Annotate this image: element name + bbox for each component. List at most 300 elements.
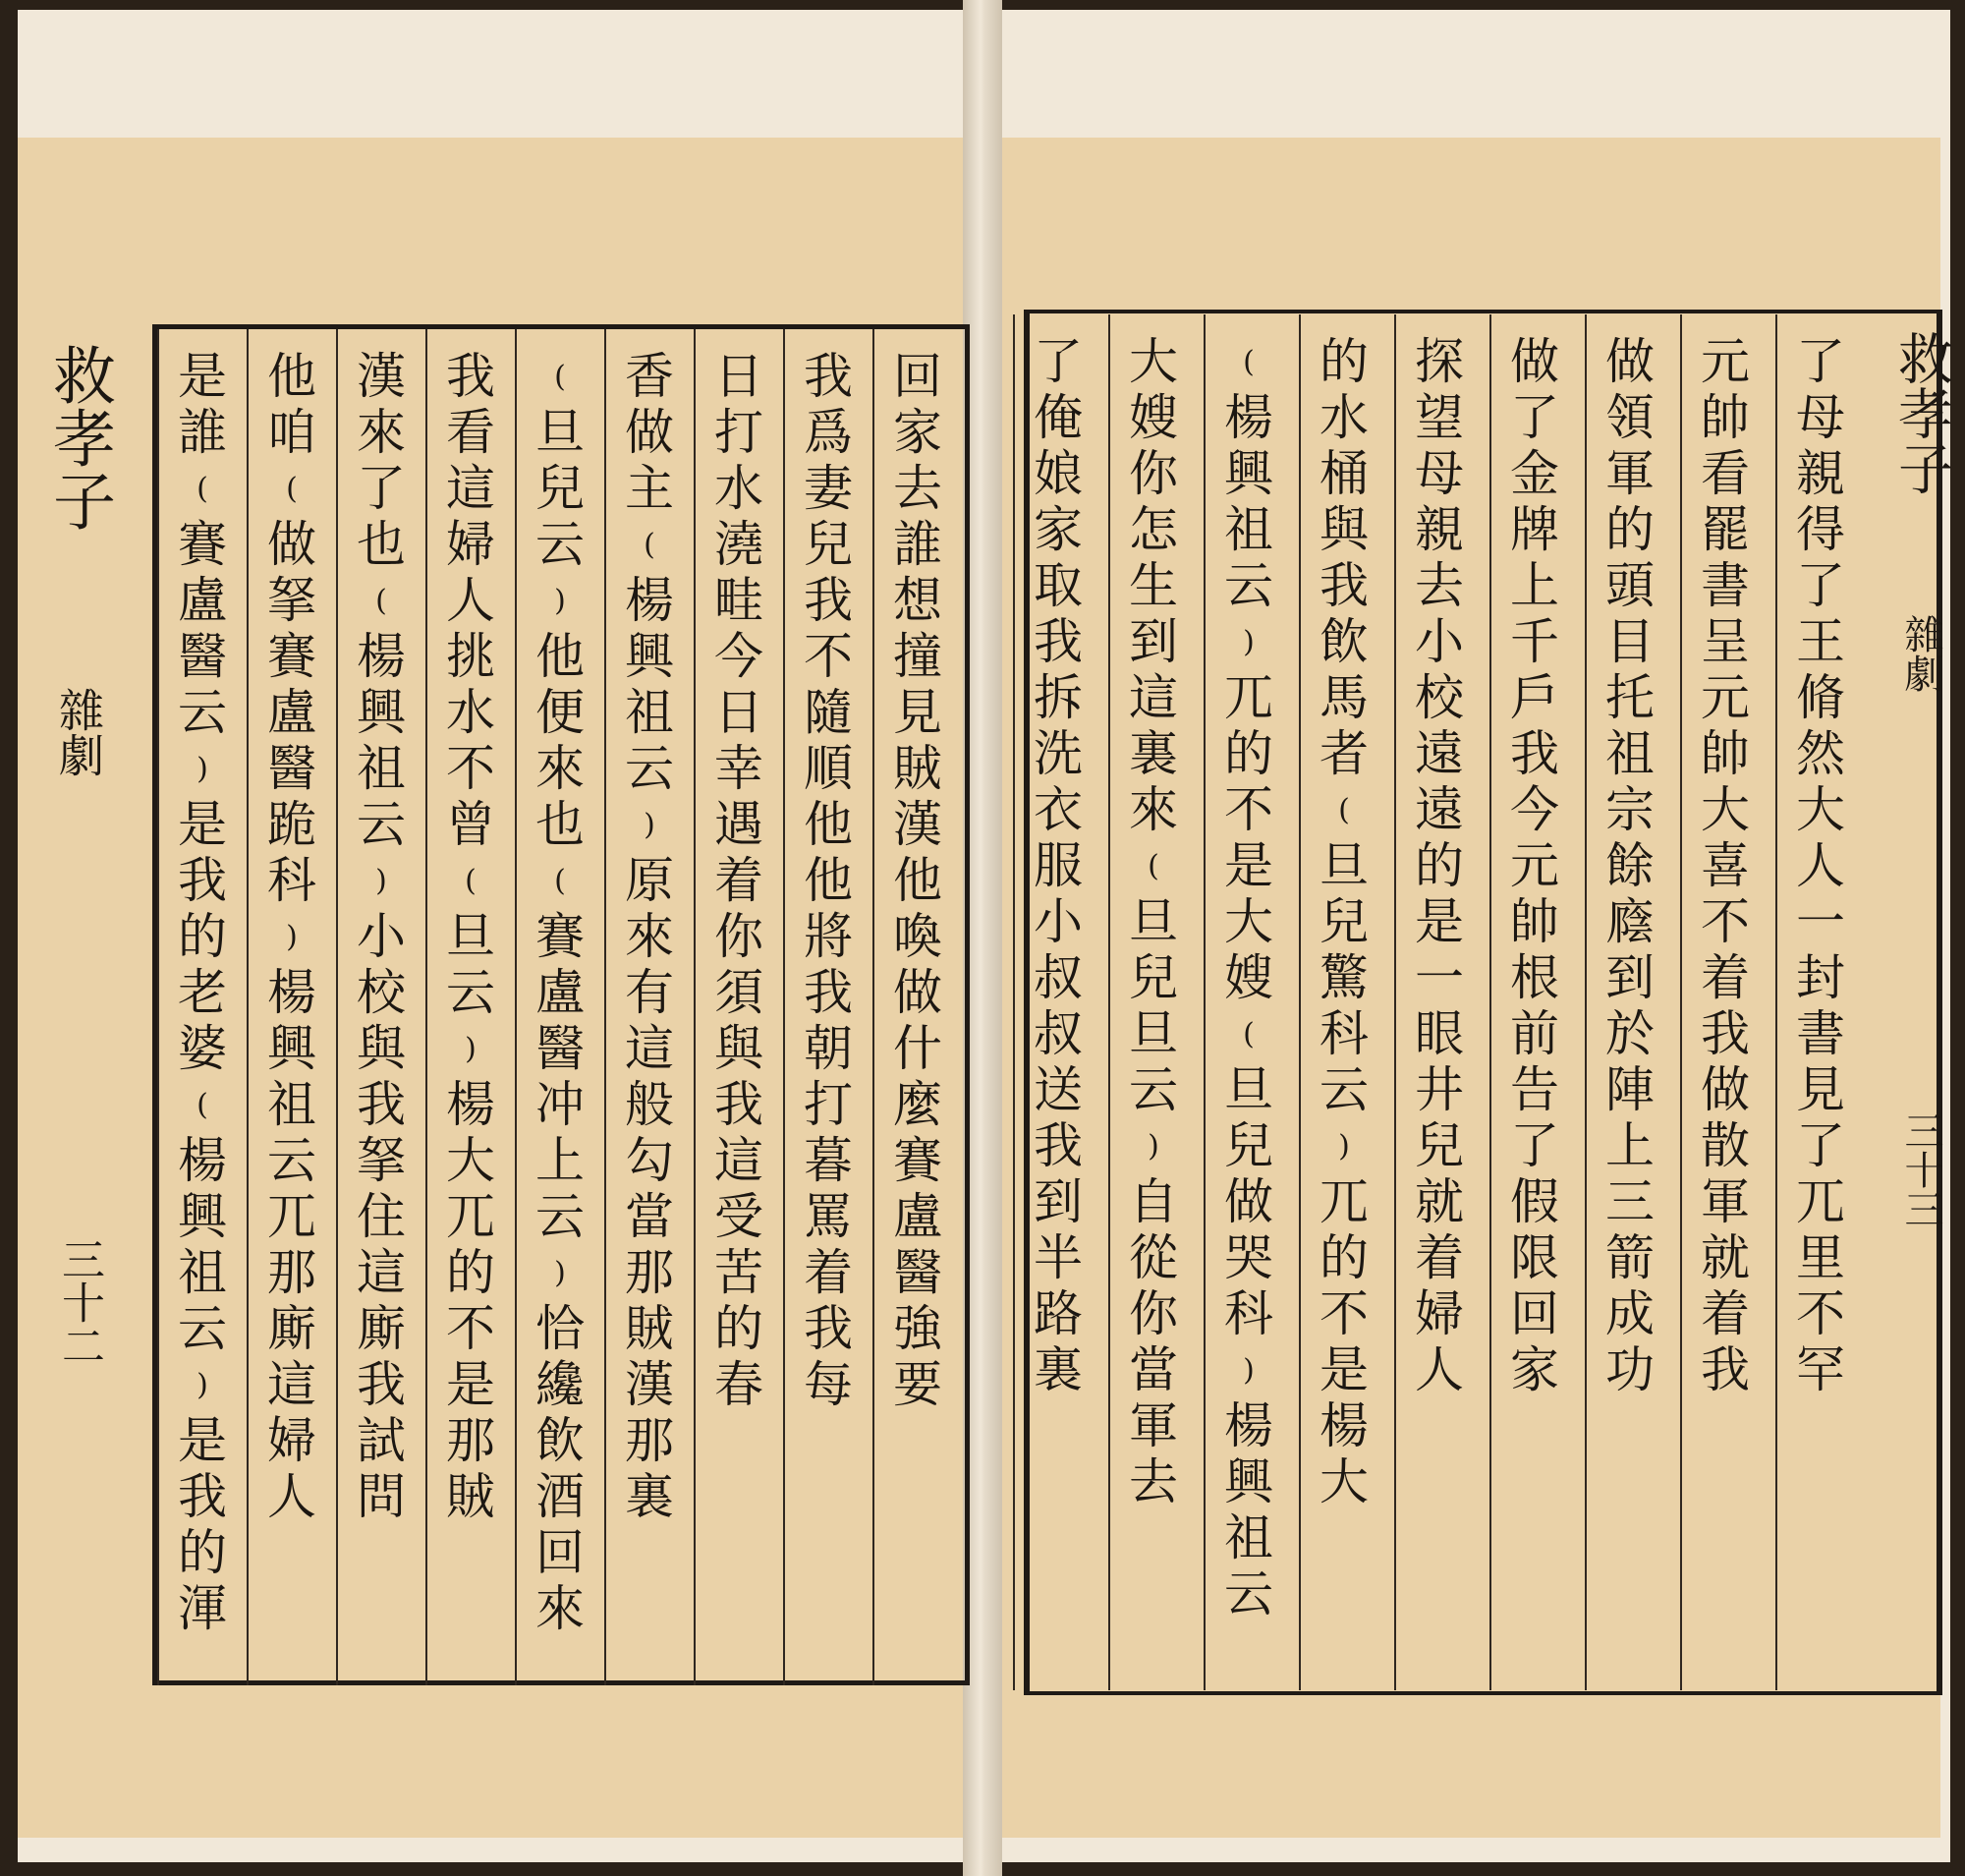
text-glyph: 喜 xyxy=(1701,837,1750,894)
text-glyph: 朝 xyxy=(804,1020,853,1077)
text-glyph: 醫 xyxy=(535,1020,585,1077)
text-glyph: 到 xyxy=(1034,1173,1083,1230)
text-glyph: 望 xyxy=(1415,389,1464,446)
text-glyph: 親 xyxy=(1796,445,1845,502)
text-glyph: 大 xyxy=(1319,1453,1369,1510)
text-glyph: 我 xyxy=(804,1300,853,1357)
text-glyph: ) xyxy=(286,920,298,954)
text-glyph: 打 xyxy=(804,1076,853,1133)
text-glyph: 那 xyxy=(267,1244,316,1301)
text-glyph: 試 xyxy=(357,1412,406,1469)
text-glyph: 兒 xyxy=(1224,1117,1273,1174)
text-glyph: 做 xyxy=(893,964,942,1021)
text-glyph: 澆 xyxy=(714,516,763,573)
text-glyph: 日 xyxy=(714,684,763,741)
text-glyph: 興 xyxy=(1224,1453,1273,1510)
text-glyph: 封 xyxy=(1796,949,1845,1006)
text-glyph: 了 xyxy=(1034,333,1083,390)
text-glyph: 成 xyxy=(1605,1285,1655,1342)
text-glyph: ( xyxy=(196,472,208,506)
text-glyph: 楊 xyxy=(625,572,674,629)
text-glyph: 元 xyxy=(1701,333,1750,390)
text-glyph: 的 xyxy=(1319,333,1369,390)
text-glyph: 須 xyxy=(714,964,763,1021)
text-glyph: 得 xyxy=(1796,501,1845,558)
text-glyph: 從 xyxy=(1129,1229,1178,1286)
text-glyph: 軍 xyxy=(1129,1397,1178,1454)
text-glyph: 餘 xyxy=(1605,837,1655,894)
text-glyph: 見 xyxy=(893,684,942,741)
margin-section: 雜劇 xyxy=(1898,614,1943,693)
text-glyph: 功 xyxy=(1605,1341,1655,1398)
text-glyph: 就 xyxy=(1415,1173,1464,1230)
text-glyph: 祖 xyxy=(1224,1509,1273,1566)
text-glyph: 不 xyxy=(1701,893,1750,950)
text-glyph: 你 xyxy=(1129,1285,1178,1342)
text-glyph: 旦 xyxy=(1129,893,1178,950)
text-column xyxy=(1019,334,1097,1398)
text-glyph: 見 xyxy=(1796,1061,1845,1118)
text-glyph: 廝 xyxy=(357,1300,406,1357)
text-glyph: 暮 xyxy=(804,1132,853,1189)
text-glyph: 罕 xyxy=(1796,1341,1845,1398)
text-glyph: 大 xyxy=(446,1132,495,1189)
text-glyph: 金 xyxy=(1510,445,1559,502)
text-glyph: 校 xyxy=(357,964,406,1021)
text-glyph: 母 xyxy=(1796,389,1845,446)
text-glyph: 牌 xyxy=(1510,501,1559,558)
text-glyph: 祖 xyxy=(1224,501,1273,558)
text-glyph: 去 xyxy=(893,460,942,517)
text-glyph: 了 xyxy=(357,460,406,517)
text-glyph: 祖 xyxy=(178,1244,227,1301)
text-glyph: ) xyxy=(1148,1129,1159,1164)
text-glyph: 我 xyxy=(357,1356,406,1413)
text-glyph: 上 xyxy=(1510,557,1559,614)
text-glyph: 云 xyxy=(446,964,495,1021)
text-glyph: 王 xyxy=(1796,613,1845,670)
margin-page-number: 三十二 xyxy=(54,1237,104,1367)
text-glyph: 什 xyxy=(893,1020,942,1077)
text-column xyxy=(431,349,510,1525)
text-glyph: 他 xyxy=(267,348,316,405)
text-glyph: 去 xyxy=(1415,557,1464,614)
text-glyph: 散 xyxy=(1701,1117,1750,1174)
text-glyph: 云 xyxy=(267,1132,316,1189)
text-glyph: 那 xyxy=(625,1412,674,1469)
column-rule xyxy=(425,329,427,1685)
text-glyph: 婦 xyxy=(446,516,495,573)
text-glyph: 科 xyxy=(1224,1285,1273,1342)
text-glyph: 兒 xyxy=(535,460,585,517)
text-glyph: 來 xyxy=(357,404,406,461)
text-glyph: 老 xyxy=(178,964,227,1021)
margin-title: 救孝子 xyxy=(42,343,115,532)
text-glyph: 者 xyxy=(1319,725,1369,782)
text-glyph: 拏 xyxy=(267,572,316,629)
column-rule xyxy=(1299,314,1301,1690)
text-glyph: 興 xyxy=(267,1020,316,1077)
text-glyph: 俺 xyxy=(1034,389,1083,446)
text-glyph: 住 xyxy=(357,1188,406,1245)
text-glyph: 不 xyxy=(1319,1285,1369,1342)
text-glyph: 誰 xyxy=(893,516,942,573)
text-glyph: 這 xyxy=(714,1132,763,1189)
text-glyph: 是 xyxy=(446,1356,495,1413)
text-glyph: 云 xyxy=(1224,1565,1273,1622)
text-glyph: 不 xyxy=(1796,1285,1845,1342)
text-glyph: 宗 xyxy=(1605,781,1655,838)
text-glyph: 大 xyxy=(1129,333,1178,390)
text-glyph: 限 xyxy=(1510,1229,1559,1286)
text-glyph: 做 xyxy=(1605,333,1655,390)
text-glyph: 的 xyxy=(178,908,227,965)
text-glyph: 到 xyxy=(1605,949,1655,1006)
text-glyph: 小 xyxy=(357,908,406,965)
text-glyph: 兀 xyxy=(446,1188,495,1245)
text-glyph: 隨 xyxy=(804,684,853,741)
text-glyph: 人 xyxy=(446,572,495,629)
column-rule xyxy=(783,329,785,1685)
text-glyph: 他 xyxy=(535,628,585,685)
text-glyph: 帥 xyxy=(1701,725,1750,782)
text-glyph: 賽 xyxy=(535,908,585,965)
column-rule xyxy=(157,329,159,1685)
text-glyph: 楊 xyxy=(357,628,406,685)
text-glyph: 云 xyxy=(535,1188,585,1245)
text-glyph: 校 xyxy=(1415,669,1464,726)
text-glyph: ( xyxy=(375,584,387,618)
text-glyph: 廝 xyxy=(267,1300,316,1357)
text-glyph: 苦 xyxy=(714,1244,763,1301)
text-glyph: 着 xyxy=(1415,1229,1464,1286)
text-glyph: 我 xyxy=(357,1076,406,1133)
text-column xyxy=(1495,334,1574,1398)
text-glyph: 娘 xyxy=(1034,445,1083,502)
text-glyph: 與 xyxy=(1319,501,1369,558)
text-glyph: ) xyxy=(196,1368,208,1402)
text-glyph: 醫 xyxy=(893,1244,942,1301)
text-glyph: ( xyxy=(644,528,655,562)
text-glyph: 千 xyxy=(1510,613,1559,670)
text-glyph: 哭 xyxy=(1224,1229,1273,1286)
text-glyph: 親 xyxy=(1415,501,1464,558)
column-rule xyxy=(247,329,249,1685)
text-glyph: 酒 xyxy=(535,1468,585,1525)
text-glyph: 元 xyxy=(1701,669,1750,726)
text-glyph: 楊 xyxy=(446,1076,495,1133)
text-glyph: 你 xyxy=(1129,445,1178,502)
text-glyph: 呈 xyxy=(1701,613,1750,670)
text-glyph: 不 xyxy=(446,1300,495,1357)
text-column xyxy=(610,349,689,1525)
text-glyph: 做 xyxy=(1224,1173,1273,1230)
text-glyph: 於 xyxy=(1605,1005,1655,1062)
text-glyph: 受 xyxy=(714,1188,763,1245)
text-glyph: 漢 xyxy=(625,1356,674,1413)
column-rule xyxy=(694,329,696,1685)
column-rule xyxy=(604,329,606,1685)
text-glyph: 帥 xyxy=(1701,389,1750,446)
text-glyph: 兀 xyxy=(267,1188,316,1245)
text-glyph: 想 xyxy=(893,572,942,629)
text-glyph: 做 xyxy=(1701,1061,1750,1118)
text-glyph: ) xyxy=(1243,625,1255,659)
text-glyph: ) xyxy=(1243,1353,1255,1388)
text-glyph: 的 xyxy=(1605,501,1655,558)
text-glyph: 着 xyxy=(714,852,763,909)
text-glyph: 興 xyxy=(178,1188,227,1245)
text-glyph: 書 xyxy=(1701,557,1750,614)
text-glyph: 家 xyxy=(1510,1341,1559,1398)
text-glyph: 人 xyxy=(1796,837,1845,894)
text-glyph: 大 xyxy=(1796,781,1845,838)
text-glyph: 探 xyxy=(1415,333,1464,390)
text-glyph: 云 xyxy=(178,684,227,741)
text-glyph: 曾 xyxy=(446,796,495,853)
column-rule xyxy=(1585,314,1587,1690)
text-glyph: 衣 xyxy=(1034,781,1083,838)
text-glyph: 來 xyxy=(535,1580,585,1637)
text-glyph: 今 xyxy=(1510,781,1559,838)
text-glyph: 一 xyxy=(1415,949,1464,1006)
text-glyph: 了 xyxy=(1510,389,1559,446)
text-glyph: 是 xyxy=(1224,837,1273,894)
text-column xyxy=(878,349,957,1413)
text-glyph: 恰 xyxy=(535,1300,585,1357)
text-glyph: 也 xyxy=(357,516,406,573)
text-glyph: 我 xyxy=(804,348,853,405)
text-glyph: 科 xyxy=(1319,1005,1369,1062)
text-glyph: 我 xyxy=(804,572,853,629)
text-glyph: 托 xyxy=(1605,669,1655,726)
text-glyph: 旦 xyxy=(1319,837,1369,894)
column-rule xyxy=(1394,314,1396,1690)
text-glyph: 云 xyxy=(1319,1061,1369,1118)
text-glyph: 盧 xyxy=(535,964,585,1021)
text-glyph: 云 xyxy=(1224,557,1273,614)
text-glyph: 的 xyxy=(446,1244,495,1301)
text-glyph: 興 xyxy=(357,684,406,741)
text-column xyxy=(253,349,331,1525)
text-glyph: 賊 xyxy=(893,740,942,797)
column-rule xyxy=(336,329,338,1685)
text-glyph: 日 xyxy=(714,348,763,405)
text-glyph: 主 xyxy=(625,460,674,517)
text-glyph: 今 xyxy=(714,628,763,685)
text-glyph: 罵 xyxy=(804,1188,853,1245)
text-glyph: 帥 xyxy=(1510,893,1559,950)
text-glyph: 勾 xyxy=(625,1132,674,1189)
text-glyph: 目 xyxy=(1605,613,1655,670)
text-glyph: 楊 xyxy=(267,964,316,1021)
text-glyph: 我 xyxy=(714,1076,763,1133)
text-glyph: 他 xyxy=(893,852,942,909)
text-glyph: 順 xyxy=(804,740,853,797)
text-glyph: 來 xyxy=(625,908,674,965)
text-glyph: 前 xyxy=(1510,1005,1559,1062)
text-glyph: 祖 xyxy=(1605,725,1655,782)
text-column xyxy=(1305,334,1383,1510)
text-glyph: 了 xyxy=(1510,1117,1559,1174)
text-glyph: 洗 xyxy=(1034,725,1083,782)
text-glyph: 當 xyxy=(1129,1341,1178,1398)
text-glyph: 是 xyxy=(1319,1341,1369,1398)
text-column xyxy=(342,349,421,1525)
text-glyph: 叔 xyxy=(1034,1005,1083,1062)
text-glyph: 兒 xyxy=(804,516,853,573)
text-glyph: 盧 xyxy=(893,1188,942,1245)
text-glyph: 要 xyxy=(893,1356,942,1413)
text-glyph: 賊 xyxy=(446,1468,495,1525)
text-glyph: ( xyxy=(554,864,566,898)
text-glyph: 兒 xyxy=(1319,893,1369,950)
column-rule xyxy=(1013,314,1015,1690)
text-column xyxy=(1400,334,1479,1398)
text-glyph: 書 xyxy=(1796,1005,1845,1062)
text-glyph: 也 xyxy=(535,796,585,853)
text-glyph: 母 xyxy=(1415,445,1464,502)
column-rule xyxy=(872,329,874,1685)
text-glyph: 這 xyxy=(357,1244,406,1301)
text-glyph: 根 xyxy=(1510,949,1559,1006)
text-glyph: 上 xyxy=(535,1132,585,1189)
text-glyph: 人 xyxy=(267,1468,316,1525)
text-glyph: 戶 xyxy=(1510,669,1559,726)
text-glyph: 軍 xyxy=(1701,1173,1750,1230)
right-margin-block xyxy=(1881,314,1960,1238)
text-glyph: 每 xyxy=(804,1356,853,1413)
text-glyph: ( xyxy=(554,360,566,394)
text-glyph: 裏 xyxy=(1129,725,1178,782)
text-glyph: 與 xyxy=(357,1020,406,1077)
text-glyph: ( xyxy=(1338,793,1350,827)
text-glyph: 馬 xyxy=(1319,669,1369,726)
text-glyph: 罷 xyxy=(1701,501,1750,558)
text-glyph: 遇 xyxy=(714,796,763,853)
text-glyph: 問 xyxy=(357,1468,406,1525)
text-glyph: 不 xyxy=(1224,781,1273,838)
text-glyph: 旦 xyxy=(446,908,495,965)
text-glyph: 做 xyxy=(1510,333,1559,390)
text-glyph: 不 xyxy=(446,740,495,797)
text-glyph: 我 xyxy=(804,964,853,1021)
text-glyph: 兀 xyxy=(1319,1173,1369,1230)
text-glyph: 漢 xyxy=(357,348,406,405)
text-glyph: 了 xyxy=(1796,1117,1845,1174)
text-glyph: 裏 xyxy=(1034,1341,1083,1398)
text-glyph: 妻 xyxy=(804,460,853,517)
text-glyph: 咱 xyxy=(267,404,316,461)
text-glyph: 領 xyxy=(1605,389,1655,446)
text-glyph: 撞 xyxy=(893,628,942,685)
text-glyph: 與 xyxy=(714,1020,763,1077)
text-column xyxy=(521,349,599,1637)
text-glyph: 爲 xyxy=(804,404,853,461)
column-rule xyxy=(515,329,517,1685)
text-glyph: 的 xyxy=(1319,1229,1369,1286)
text-glyph: 旦 xyxy=(535,404,585,461)
text-glyph: 便 xyxy=(535,684,585,741)
text-glyph: 纔 xyxy=(535,1356,585,1413)
text-glyph: 是 xyxy=(178,1412,227,1469)
text-glyph: 婦 xyxy=(1415,1285,1464,1342)
text-glyph: 春 xyxy=(714,1356,763,1413)
margin-title: 救孝子 xyxy=(1889,330,1953,495)
text-column xyxy=(700,349,778,1413)
text-glyph: 來 xyxy=(1129,781,1178,838)
text-glyph: 這 xyxy=(1129,669,1178,726)
margin-page-number: 三十三 xyxy=(1898,1110,1943,1228)
text-glyph: 盧 xyxy=(267,684,316,741)
text-glyph: 我 xyxy=(1701,1341,1750,1398)
text-glyph: 幸 xyxy=(714,740,763,797)
text-glyph: ( xyxy=(1243,345,1255,379)
text-glyph: ) xyxy=(465,1032,477,1066)
text-glyph: 我 xyxy=(178,852,227,909)
column-rule xyxy=(1204,314,1206,1690)
text-glyph: 的 xyxy=(1224,725,1273,782)
text-column xyxy=(1209,334,1288,1622)
text-glyph: 回 xyxy=(535,1524,585,1581)
text-glyph: 小 xyxy=(1034,893,1083,950)
text-glyph: 是 xyxy=(1415,893,1464,950)
text-glyph: 的 xyxy=(178,1524,227,1581)
text-glyph: 回 xyxy=(1510,1285,1559,1342)
text-glyph: ( xyxy=(1148,849,1159,883)
text-glyph: 那 xyxy=(625,1244,674,1301)
text-glyph: 嫂 xyxy=(1224,949,1273,1006)
text-glyph: 頭 xyxy=(1605,557,1655,614)
column-rule xyxy=(1775,314,1777,1690)
text-column xyxy=(1781,334,1860,1398)
text-column xyxy=(789,349,868,1413)
text-glyph: ) xyxy=(375,864,387,898)
text-glyph: 就 xyxy=(1701,1229,1750,1286)
text-glyph: 遠 xyxy=(1415,725,1464,782)
text-glyph: 家 xyxy=(1034,501,1083,558)
text-glyph: 云 xyxy=(1129,1061,1178,1118)
text-glyph: 箭 xyxy=(1605,1229,1655,1286)
text-glyph: 的 xyxy=(1415,837,1464,894)
text-glyph: 家 xyxy=(893,404,942,461)
text-glyph: 水 xyxy=(446,684,495,741)
text-glyph: 畦 xyxy=(714,572,763,629)
text-glyph: 那 xyxy=(446,1412,495,1469)
text-glyph: 廕 xyxy=(1605,893,1655,950)
text-glyph: 打 xyxy=(714,404,763,461)
text-glyph: 旦 xyxy=(1224,1061,1273,1118)
text-glyph: 生 xyxy=(1129,557,1178,614)
text-glyph: 看 xyxy=(446,404,495,461)
text-glyph: ) xyxy=(644,808,655,842)
text-column xyxy=(1686,334,1765,1398)
text-glyph: 不 xyxy=(804,628,853,685)
text-glyph: 着 xyxy=(1701,1285,1750,1342)
text-glyph: 遠 xyxy=(1415,781,1464,838)
text-glyph: 云 xyxy=(357,796,406,853)
text-glyph: 誰 xyxy=(178,404,227,461)
text-glyph: 科 xyxy=(267,852,316,909)
text-glyph: 我 xyxy=(1701,1005,1750,1062)
text-glyph: 祖 xyxy=(357,740,406,797)
text-glyph: 大 xyxy=(1701,781,1750,838)
text-glyph: 漢 xyxy=(893,796,942,853)
text-glyph: 有 xyxy=(625,964,674,1021)
text-glyph: 拏 xyxy=(357,1132,406,1189)
text-glyph: 婦 xyxy=(267,1412,316,1469)
text-glyph: 是 xyxy=(178,796,227,853)
